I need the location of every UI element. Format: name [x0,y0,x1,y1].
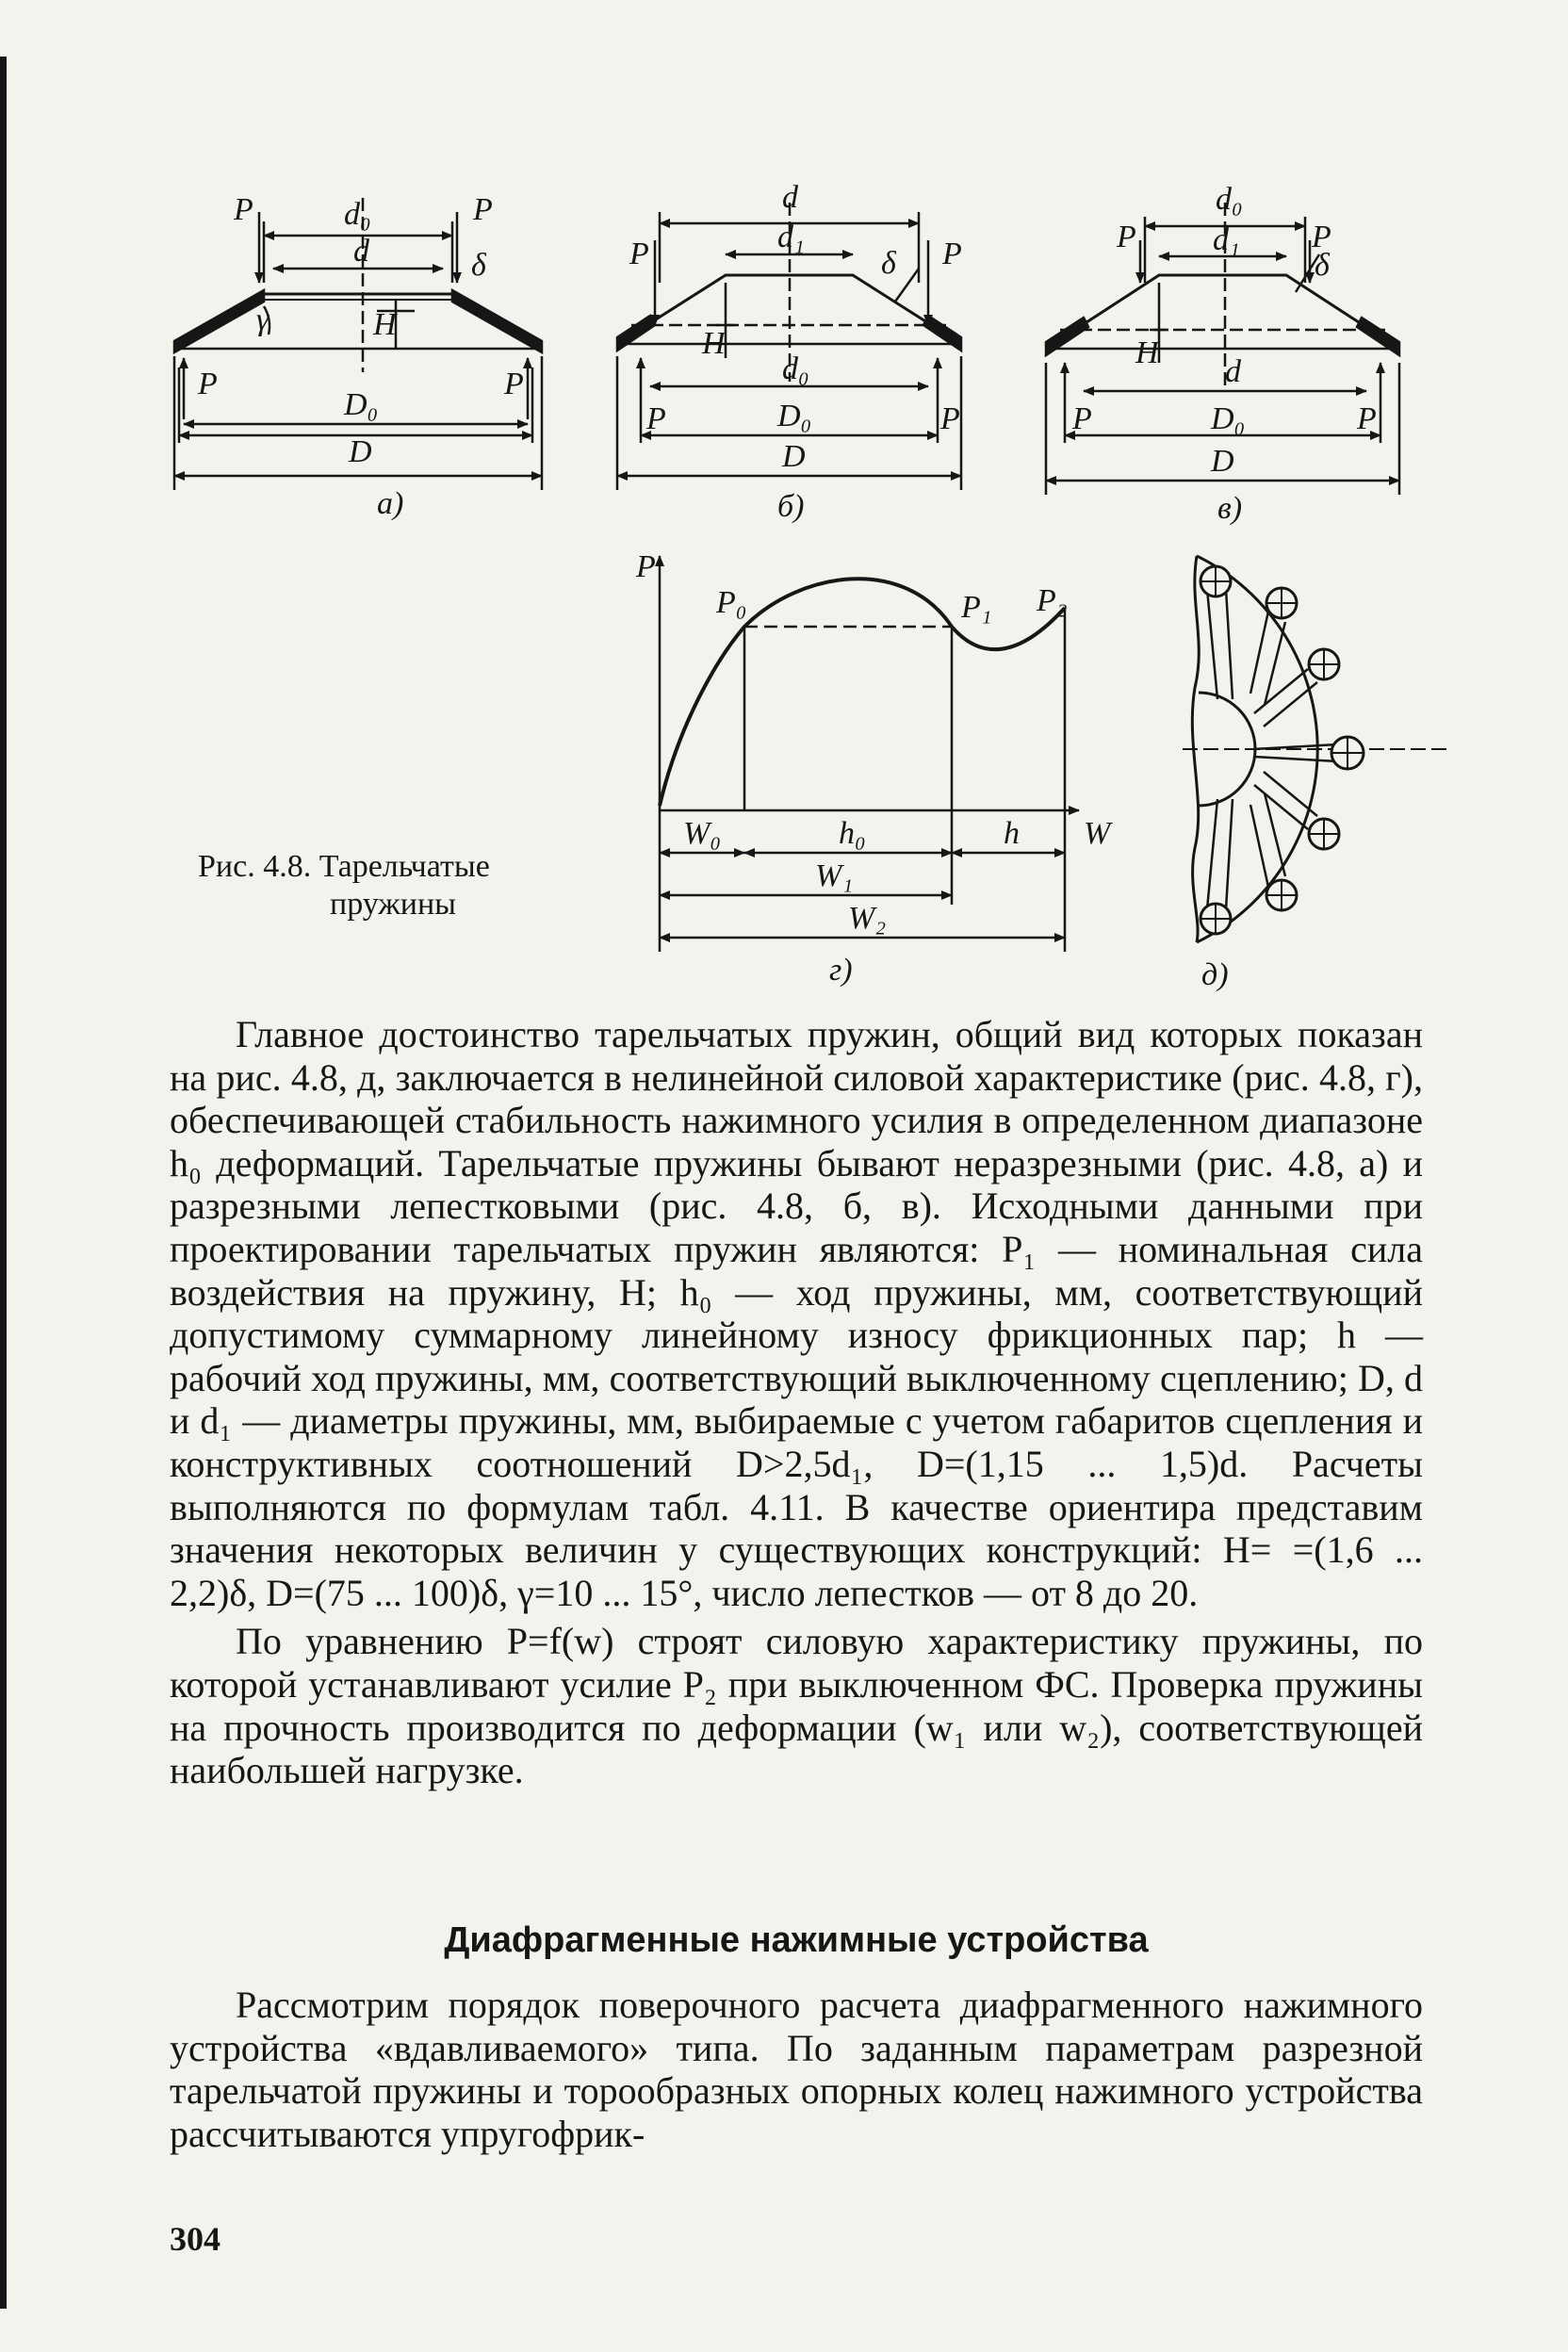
panel-g-h-label: h [1004,816,1020,851]
panel-v-P-top-left: P [1117,220,1136,254]
panel-b-H-label: H [702,326,726,361]
panel-v-H-label: H [1135,335,1159,370]
panel-a-d0-label: d₀ [344,197,371,232]
panel-g-P1-label: P₁ [961,590,992,625]
panel-d-spring [1183,556,1451,942]
panel-a-D0-label: D₀ [344,387,379,422]
paragraph-3: Рассмотрим порядок поверочного расчета диафрагменного нажимного устройства «вдавливаемого» типа. По заданным параметрам разрезной тарельчатой пружины и торообразных опорных колец нажимного устройства рассчитываются упругофрик- [170,1984,1423,2155]
panel-g-W0-label: W₀ [683,816,722,851]
panel-a-d-label: d [353,234,369,269]
panel-v-d-label: d [1225,354,1241,389]
panel-a-tag: а) [377,486,404,521]
panel-a-delta-label: δ [471,248,486,283]
panel-b-delta-label: δ [881,246,896,281]
panel-a-P-bottom-right: P [504,367,524,401]
panel-b-d-label: d [782,180,798,215]
panel-a-P-top-left: P [234,192,253,227]
panel-b-D-label: D [782,439,806,474]
panel-g-W-axis: W [1084,816,1111,851]
panel-v-delta-label: δ [1315,248,1330,283]
body-text [170,1013,1423,1792]
panel-d-tag: д) [1201,957,1229,992]
panel-g-W1-label: W₁ [815,858,854,893]
panel-b-P-top-left: P [629,237,649,271]
panel-b-P-top-right: P [942,237,962,271]
panel-v-d0-label: d₀ [1216,182,1243,217]
panel-b-d1-label: d₁ [777,220,805,254]
panel-a-P-top-right: P [473,192,493,227]
section-heading: Диафрагменные нажимные устройства [444,1920,1149,1960]
panel-b-P-bottom-left: P [646,401,666,436]
panel-g-P-axis: P [636,549,656,584]
panel-g-P2-label: P₂ [1037,583,1068,618]
panel-v-D0-label: D₀ [1211,401,1246,436]
panel-b-d0-label: d₀ [782,351,809,386]
paragraph-1: Главное достоинство тарельчатых пружин, общий вид которых показан на рис. 4.8, д, заключается в нелинейной силовой характеристике (рис. 4.8, г), обеспечивающей стабильность нажимного усилия в определенном диапазоне h₀ деформаций. Тарельчатые пружины бывают неразрезными (рис. 4.8, а) и разрезными лепестковыми (рис. 4.8, б, в). Исходными данными при проектировании тарельчатых пружин являются: P₁ — номинальная сила воздействия на пружину, Н; h₀ — ход пружины, мм, соответствующий допустимому суммарному линейному износу фрикционных пар; h — рабочий ход пружины, мм, соответствующий выключенному сцеплению; D, d и d₁ — диаметры пружины, мм, выбираемые с учетом габаритов сцепления и конструктивных соотношений D>2,5d₁, D=(1,15 ... 1,5)d. Расчеты выполняются по формулам табл. 4.11. В качестве ориентира представим значения некоторых величин у существующих конструкций: H= =(1,6 ... 2,2)δ, D=(75 ... 100)δ, γ=10 ... 15°, число лепестков — от 8 до 20. [170,1013,1423,1614]
panel-g-P0-label: P₀ [716,585,747,620]
panel-v-tag: в) [1217,491,1243,526]
figure-caption-line1: Рис. 4.8. Тарельчатые [198,849,490,884]
panel-v-d1-label: d₁ [1213,222,1240,257]
panel-g-W2-label: W₂ [848,901,887,936]
panel-g-tag: г) [829,953,853,988]
panel-v-P-bottom-right: P [1357,401,1377,436]
figure-caption [198,848,490,923]
panel-v-P-bottom-left: P [1072,401,1092,436]
figure-caption-line2: пружины [330,887,457,922]
panel-a-P-bottom-left: P [198,367,218,401]
panel-b-tag: б) [777,489,805,524]
panel-b-D0-label: D₀ [777,399,812,433]
paragraph-2: По уравнению P=f(w) строят силовую характеристику пружины, по которой устанавливают усилие P₂ при выключенном ФС. Проверка пружины на прочность производится по деформации (w₁ или w₂), соответствующей наибольшей нагрузке. [170,1620,1423,1792]
panel-g-h0-label: h₀ [839,816,866,851]
panel-a-D-label: D [349,434,372,469]
panel-a-H-label: H [373,307,397,342]
panel-a-gamma-label: γ [256,302,270,337]
body-text-after-heading [170,1984,1423,2155]
panel-v-D-label: D [1211,444,1234,479]
page-number: 304 [170,2220,220,2258]
panel-b-P-bottom-right: P [940,401,960,436]
panel-v-P-top-right: P [1312,220,1331,254]
